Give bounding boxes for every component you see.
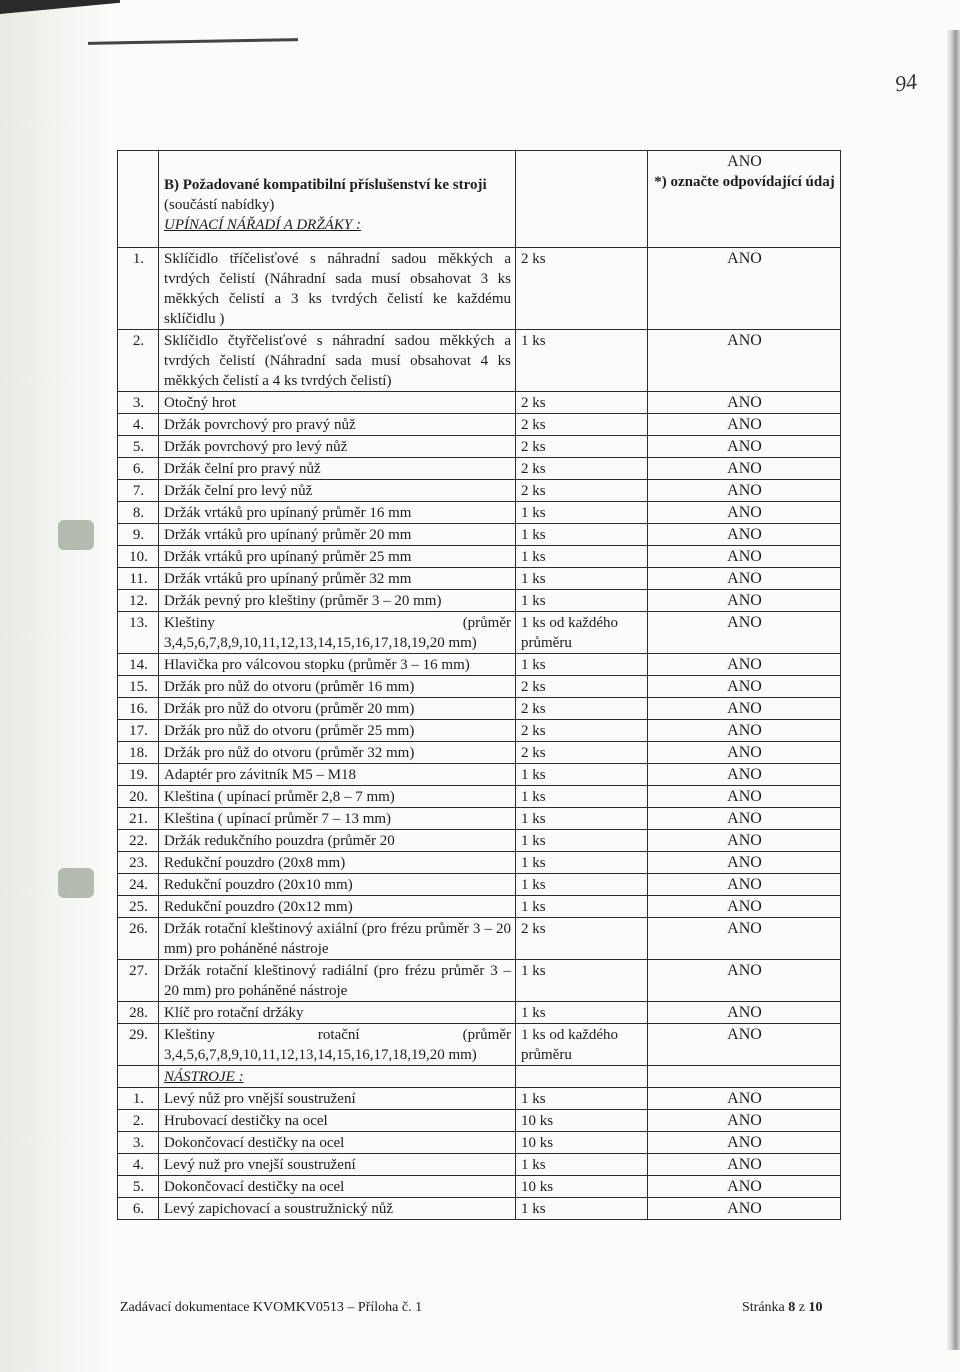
item-quantity: 2 ks [516, 414, 648, 436]
item-quantity: 2 ks [516, 676, 648, 698]
item-description: Držák čelní pro pravý nůž [159, 458, 516, 480]
item-description: Sklíčidlo čtyřčelisťové s náhradní sadou měkkých a tvrdých čelistí (Náhradní sada musí obsahovat 4 ks měkkých čelistí a 4 ks tvrdých čelistí) [159, 330, 516, 392]
item-confirmation: ANO [648, 1088, 841, 1110]
item-number: 5. [118, 1176, 159, 1198]
table-row [118, 568, 841, 590]
item-description: Kleštiny rotační (průměr 3,4,5,6,7,8,9,10,11,12,13,14,15,16,17,18,19,20 mm) [159, 1024, 516, 1066]
item-description: Držák vrtáků pro upínaný průměr 25 mm [159, 546, 516, 568]
item-description: Levý nuž pro vnejší soustružení [159, 1154, 516, 1176]
section-qty-cell [516, 1066, 648, 1088]
item-quantity: 2 ks [516, 480, 648, 502]
table-row [118, 248, 841, 330]
item-confirmation: ANO [648, 612, 841, 654]
item-number: 13. [118, 612, 159, 654]
item-description: Držák pro nůž do otvoru (průměr 32 mm) [159, 742, 516, 764]
item-quantity: 1 ks [516, 1088, 648, 1110]
item-confirmation: ANO [648, 546, 841, 568]
table-row [118, 830, 841, 852]
table-row [118, 896, 841, 918]
item-confirmation: ANO [648, 480, 841, 502]
section-ano-cell [648, 1066, 841, 1088]
item-quantity: 1 ks [516, 786, 648, 808]
table-row [118, 960, 841, 1002]
item-description: Otočný hrot [159, 392, 516, 414]
item-number: 24. [118, 874, 159, 896]
table-row [118, 1110, 841, 1132]
table-row [118, 480, 841, 502]
item-number: 1. [118, 1088, 159, 1110]
item-quantity: 10 ks [516, 1176, 648, 1198]
item-quantity: 1 ks [516, 830, 648, 852]
header-row [118, 151, 841, 248]
item-confirmation: ANO [648, 720, 841, 742]
item-number: 9. [118, 524, 159, 546]
item-number: 6. [118, 1198, 159, 1220]
item-number: 14. [118, 654, 159, 676]
item-confirmation: ANO [648, 392, 841, 414]
item-description: Kleština ( upínací průměr 7 – 13 mm) [159, 808, 516, 830]
footer-page-mid: z [795, 1300, 809, 1315]
item-quantity: 10 ks [516, 1132, 648, 1154]
scan-shadow-right [946, 30, 960, 1350]
item-description: Sklíčidlo tříčelisťové s náhradní sadou měkkých a tvrdých čelistí (Náhradní sada musí obsahovat 3 ks měkkých čelistí a 3 ks tvrdých čelistí ke každému sklíčidlu ) [159, 248, 516, 330]
item-confirmation: ANO [648, 502, 841, 524]
handwritten-page-number: 94 [893, 68, 919, 97]
item-number: 6. [118, 458, 159, 480]
item-quantity: 2 ks [516, 392, 648, 414]
item-confirmation: ANO [648, 248, 841, 330]
item-quantity: 1 ks [516, 546, 648, 568]
item-confirmation: ANO [648, 1110, 841, 1132]
item-description: Kleštiny (průměr 3,4,5,6,7,8,9,10,11,12,13,14,15,16,17,18,19,20 mm) [159, 612, 516, 654]
item-number: 11. [118, 568, 159, 590]
item-quantity: 1 ks [516, 524, 648, 546]
item-description: Dokončovací destičky na ocel [159, 1176, 516, 1198]
item-quantity: 1 ks [516, 896, 648, 918]
item-confirmation: ANO [648, 1176, 841, 1198]
item-number: 4. [118, 1154, 159, 1176]
table-row [118, 392, 841, 414]
item-quantity: 1 ks [516, 330, 648, 392]
item-number: 26. [118, 918, 159, 960]
table-row [118, 1198, 841, 1220]
section-title-note: (součástí nabídky) [164, 197, 275, 213]
item-number: 18. [118, 742, 159, 764]
table-row [118, 1002, 841, 1024]
section-heading-upinaci: UPÍNACÍ NÁŘADÍ A DRŽÁKY : [164, 217, 361, 233]
table-row [118, 1176, 841, 1198]
item-quantity: 1 ks od každého průměru [516, 1024, 648, 1066]
item-confirmation: ANO [648, 896, 841, 918]
item-number: 5. [118, 436, 159, 458]
item-number: 28. [118, 1002, 159, 1024]
item-confirmation: ANO [648, 808, 841, 830]
item-description: Hlavička pro válcovou stopku (průměr 3 – 16 mm) [159, 654, 516, 676]
item-number: 19. [118, 764, 159, 786]
item-number: 17. [118, 720, 159, 742]
item-quantity: 1 ks [516, 852, 648, 874]
item-confirmation: ANO [648, 436, 841, 458]
footer-page-prefix: Stránka [742, 1300, 789, 1315]
table-row [118, 808, 841, 830]
item-quantity: 2 ks [516, 742, 648, 764]
item-description: Hrubovací destičky na ocel [159, 1110, 516, 1132]
table-row [118, 612, 841, 654]
item-description: Redukční pouzdro (20x8 mm) [159, 852, 516, 874]
item-number: 23. [118, 852, 159, 874]
item-confirmation: ANO [648, 1132, 841, 1154]
item-description: Levý nůž pro vnější soustružení [159, 1088, 516, 1110]
item-number: 21. [118, 808, 159, 830]
item-number: 10. [118, 546, 159, 568]
requirements-table [117, 150, 841, 1220]
table-row [118, 458, 841, 480]
item-description: Redukční pouzdro (20x10 mm) [159, 874, 516, 896]
item-confirmation: ANO [648, 960, 841, 1002]
section-title: B) Požadované kompatibilní příslušenství ke stroji [164, 177, 487, 193]
item-description: Držák pro nůž do otvoru (průměr 16 mm) [159, 676, 516, 698]
item-number: 2. [118, 1110, 159, 1132]
footer-page-current: 8 [788, 1300, 796, 1315]
item-description: Dokončovací destičky na ocel [159, 1132, 516, 1154]
item-number: 29. [118, 1024, 159, 1066]
item-quantity: 1 ks [516, 654, 648, 676]
item-quantity: 1 ks [516, 960, 648, 1002]
item-description: Držák rotační kleštinový radiální (pro frézu průměr 3 – 20 mm) pro poháněné nástroje [159, 960, 516, 1002]
item-number: 22. [118, 830, 159, 852]
item-confirmation: ANO [648, 676, 841, 698]
item-quantity: 10 ks [516, 1110, 648, 1132]
item-confirmation: ANO [648, 568, 841, 590]
item-description: Držák vrtáků pro upínaný průměr 16 mm [159, 502, 516, 524]
table-row [118, 414, 841, 436]
item-description: Adaptér pro závitník M5 – M18 [159, 764, 516, 786]
item-description: Držák čelní pro levý nůž [159, 480, 516, 502]
item-description: Držák redukčního pouzdra (průměr 20 [159, 830, 516, 852]
item-confirmation: ANO [648, 330, 841, 392]
footer-document-id: Zadávací dokumentace KVOMKV0513 – Příloha č. 1 [120, 1300, 423, 1315]
item-confirmation: ANO [648, 830, 841, 852]
item-description: Kleština ( upínací průměr 2,8 – 7 mm) [159, 786, 516, 808]
table-row [118, 720, 841, 742]
item-quantity: 1 ks [516, 502, 648, 524]
item-quantity: 1 ks [516, 1002, 648, 1024]
item-confirmation: ANO [648, 590, 841, 612]
item-quantity: 2 ks [516, 720, 648, 742]
item-quantity: 2 ks [516, 698, 648, 720]
section-row-nastroje [118, 1066, 841, 1088]
item-number: 27. [118, 960, 159, 1002]
footer-page-total: 10 [808, 1300, 823, 1315]
table-row [118, 742, 841, 764]
table-row [118, 654, 841, 676]
item-confirmation: ANO [648, 764, 841, 786]
item-confirmation: ANO [648, 1002, 841, 1024]
item-number: 16. [118, 698, 159, 720]
requirements-table-wrapper [117, 150, 840, 1220]
section-num-cell [118, 1066, 159, 1088]
table-row [118, 1024, 841, 1066]
item-confirmation: ANO [648, 786, 841, 808]
item-description: Držák pevný pro kleštiny (průměr 3 – 20 mm) [159, 590, 516, 612]
item-quantity: 1 ks od každého průměru [516, 612, 648, 654]
scan-shadow-left [0, 0, 110, 1372]
item-quantity: 2 ks [516, 458, 648, 480]
table-row [118, 874, 841, 896]
item-number: 12. [118, 590, 159, 612]
table-row [118, 764, 841, 786]
item-confirmation: ANO [648, 524, 841, 546]
item-number: 20. [118, 786, 159, 808]
item-confirmation: ANO [648, 458, 841, 480]
item-description: Držák vrtáků pro upínaný průměr 32 mm [159, 568, 516, 590]
table-row [118, 524, 841, 546]
item-confirmation: ANO [648, 918, 841, 960]
item-confirmation: ANO [648, 414, 841, 436]
item-number: 2. [118, 330, 159, 392]
table-row [118, 786, 841, 808]
item-confirmation: ANO [648, 1024, 841, 1066]
item-quantity: 1 ks [516, 1198, 648, 1220]
item-quantity: 1 ks [516, 764, 648, 786]
item-number: 3. [118, 392, 159, 414]
item-confirmation: ANO [648, 698, 841, 720]
item-description: Držák pro nůž do otvoru (průměr 25 mm) [159, 720, 516, 742]
header-ano-cell [648, 151, 841, 248]
header-qty-cell [516, 151, 648, 248]
table-row [118, 698, 841, 720]
binder-hole [58, 868, 94, 898]
item-description: Držák rotační kleštinový axiální (pro frézu průměr 3 – 20 mm) pro poháněné nástroje [159, 918, 516, 960]
item-description: Držák povrchový pro levý nůž [159, 436, 516, 458]
item-confirmation: ANO [648, 742, 841, 764]
item-description: Levý zapichovací a soustružnický nůž [159, 1198, 516, 1220]
table-row [118, 546, 841, 568]
item-description: Držák vrtáků pro upínaný průměr 20 mm [159, 524, 516, 546]
item-confirmation: ANO [648, 874, 841, 896]
item-description: Klíč pro rotační držáky [159, 1002, 516, 1024]
item-quantity: 2 ks [516, 248, 648, 330]
item-number: 3. [118, 1132, 159, 1154]
footer-page-indicator [742, 1300, 822, 1316]
table-row [118, 1132, 841, 1154]
item-description: Redukční pouzdro (20x12 mm) [159, 896, 516, 918]
header-num-cell [118, 151, 159, 248]
item-quantity: 2 ks [516, 436, 648, 458]
item-confirmation: ANO [648, 1154, 841, 1176]
item-confirmation: ANO [648, 1198, 841, 1220]
item-quantity: 1 ks [516, 590, 648, 612]
item-quantity: 1 ks [516, 874, 648, 896]
table-row [118, 590, 841, 612]
item-confirmation: ANO [648, 852, 841, 874]
table-row [118, 918, 841, 960]
item-description: Držák povrchový pro pravý nůž [159, 414, 516, 436]
table-row [118, 330, 841, 392]
item-number: 1. [118, 248, 159, 330]
table-row [118, 676, 841, 698]
item-number: 4. [118, 414, 159, 436]
item-number: 15. [118, 676, 159, 698]
table-row [118, 1088, 841, 1110]
item-quantity: 1 ks [516, 1154, 648, 1176]
item-quantity: 1 ks [516, 568, 648, 590]
item-confirmation: ANO [648, 654, 841, 676]
binder-hole [58, 520, 94, 550]
header-title-cell [159, 151, 516, 248]
table-row [118, 1154, 841, 1176]
item-description: Držák pro nůž do otvoru (průměr 20 mm) [159, 698, 516, 720]
section-heading-nastroje: NÁSTROJE : [159, 1066, 516, 1088]
item-quantity: 1 ks [516, 808, 648, 830]
header-ano-label: ANO [727, 153, 762, 170]
item-number: 25. [118, 896, 159, 918]
item-number: 7. [118, 480, 159, 502]
item-quantity: 2 ks [516, 918, 648, 960]
table-row [118, 502, 841, 524]
header-note: *) označte odpovídající údaj [654, 174, 835, 190]
item-number: 8. [118, 502, 159, 524]
scan-fold-line [88, 38, 298, 45]
table-row [118, 852, 841, 874]
table-row [118, 436, 841, 458]
